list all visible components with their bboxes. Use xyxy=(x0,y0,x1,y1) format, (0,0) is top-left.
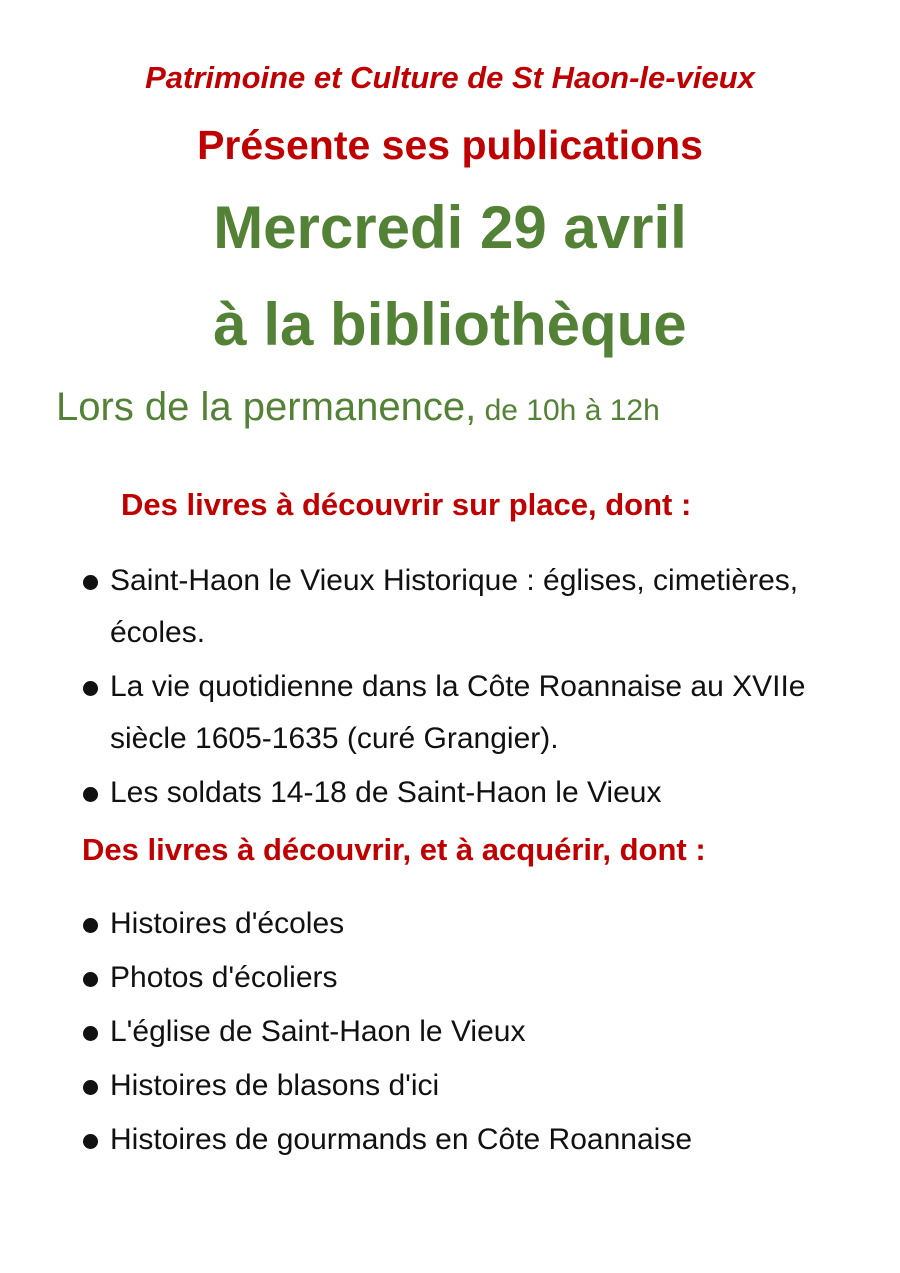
list-item-text: Saint-Haon le Vieux Historique : églises, cimetières, écoles. xyxy=(110,564,799,649)
list-item xyxy=(80,1114,860,1166)
list-item-text: Histoires de gourmands en Côte Roannaise xyxy=(110,1123,692,1156)
organization-title: Patrimoine et Culture de St Haon-le-vieux xyxy=(145,60,755,95)
bullet-icon xyxy=(83,918,98,933)
section-heading-purchase: Des livres à découvrir, et à acquérir, dont : xyxy=(82,832,706,867)
bullet-icon xyxy=(83,972,98,987)
list-item-text: La vie quotidienne dans la Côte Roannaise au XVIIe siècle 1605-1635 (curé Grangier). xyxy=(110,670,806,755)
list-item-text: Histoires de blasons d'ici xyxy=(110,1069,440,1102)
section-heading-onsite: Des livres à découvrir sur place, dont : xyxy=(121,487,692,522)
list-item xyxy=(80,555,860,659)
list-item xyxy=(80,1006,860,1058)
onsite-books-list xyxy=(80,555,860,821)
event-date: Mercredi 29 avril xyxy=(213,194,687,261)
permanence-line xyxy=(56,385,660,430)
list-item-text: L'église de Saint-Haon le Vieux xyxy=(110,1015,526,1048)
permanence-hours: de 10h à 12h xyxy=(476,394,660,427)
list-item xyxy=(80,661,860,765)
list-item-text: Photos d'écoliers xyxy=(110,961,338,994)
bullet-icon xyxy=(83,575,98,590)
bullet-icon xyxy=(83,1026,98,1041)
list-item xyxy=(80,1060,860,1112)
bullet-icon xyxy=(83,681,98,696)
bullet-icon xyxy=(83,1080,98,1095)
permanence-text: Lors de la permanence, xyxy=(56,385,477,429)
bullet-icon xyxy=(83,787,98,802)
list-item xyxy=(80,898,860,950)
list-item-text: Histoires d'écoles xyxy=(110,907,345,940)
presents-heading: Présente ses publications xyxy=(197,122,703,168)
bullet-icon xyxy=(83,1134,98,1149)
list-item-text: Les soldats 14-18 de Saint-Haon le Vieux xyxy=(110,776,662,809)
event-venue: à la bibliothèque xyxy=(213,291,687,358)
list-item xyxy=(80,952,860,1004)
purchase-books-list xyxy=(80,898,860,1168)
list-item xyxy=(80,767,860,819)
